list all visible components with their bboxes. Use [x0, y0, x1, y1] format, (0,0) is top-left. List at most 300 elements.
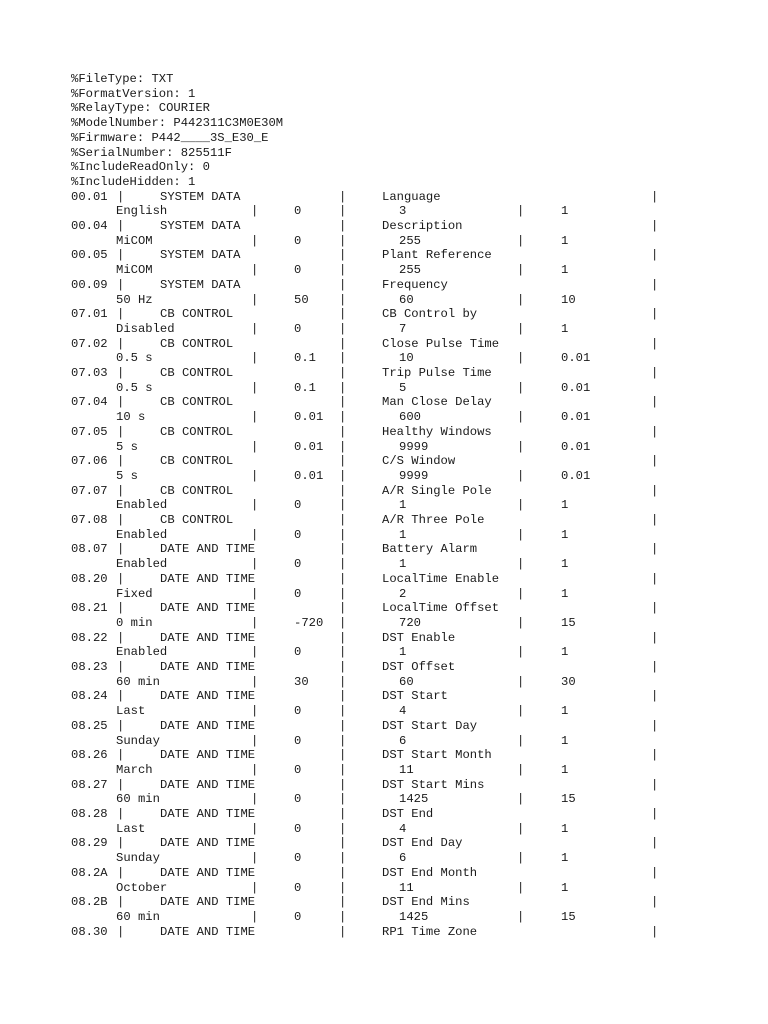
record-step: 1 — [561, 321, 569, 336]
column-separator: | — [339, 851, 347, 866]
record-line — [0, 778, 768, 793]
record-address: 08.28 — [71, 807, 108, 821]
record-max: 9999 — [399, 439, 429, 454]
column-separator: | — [651, 277, 659, 292]
record-value: 60 min — [116, 792, 160, 807]
header-line — [0, 72, 768, 87]
column-separator: | — [339, 380, 347, 395]
header-text: %FileType: TXT — [71, 72, 174, 86]
record-line — [0, 572, 768, 587]
record-value: October — [116, 880, 168, 895]
column-separator: | — [651, 307, 659, 322]
record-values-line — [0, 322, 768, 337]
record-address: 08.29 — [71, 836, 108, 851]
record-group: SYSTEM DATA — [160, 219, 241, 233]
record-max: 1 — [399, 645, 407, 660]
column-separator: | — [339, 645, 347, 660]
record-line — [0, 425, 768, 440]
column-separator: | — [339, 704, 347, 719]
column-separator: | — [339, 748, 347, 763]
column-separator: | — [339, 777, 347, 792]
record-min: 0 — [294, 586, 302, 601]
record-group: CB CONTROL — [160, 424, 234, 439]
column-separator: | — [651, 454, 659, 469]
column-separator: | — [251, 263, 259, 278]
record-value: 0.5 s — [116, 351, 153, 366]
record-group: DATE AND TIME — [160, 601, 256, 616]
column-separator: | — [339, 660, 347, 674]
record-values-line — [0, 410, 768, 425]
record-group: DATE AND TIME — [160, 895, 256, 910]
record-max: 10 — [399, 351, 414, 366]
record-address: 07.05 — [71, 424, 108, 439]
header-text: %ModelNumber: P442311C3M0E30M — [71, 116, 284, 131]
column-separator: | — [339, 571, 347, 586]
record-min: 0 — [294, 321, 302, 336]
record-value: 50 Hz — [116, 292, 153, 307]
column-separator: | — [251, 439, 259, 454]
record-group: DATE AND TIME — [160, 571, 256, 586]
record-label: RP1 Time Zone — [382, 924, 478, 939]
column-separator: | — [339, 248, 347, 263]
record-step: 15 — [561, 792, 576, 807]
column-separator: | — [339, 204, 347, 219]
record-line — [0, 366, 768, 381]
record-address: 07.02 — [71, 336, 108, 351]
record-max: 60 — [399, 674, 414, 689]
column-separator: | — [339, 880, 347, 895]
column-separator: | — [251, 792, 259, 807]
column-separator: | — [339, 439, 347, 454]
record-max: 255 — [399, 233, 421, 248]
record-label: A/R Three Pole — [382, 513, 485, 527]
header-text: %SerialNumber: 825511F — [71, 145, 232, 160]
record-group: SYSTEM DATA — [160, 189, 241, 204]
record-min: 0 — [294, 263, 302, 278]
record-min: 0 — [294, 498, 302, 513]
record-step: 15 — [561, 615, 576, 630]
record-step: 1 — [561, 762, 569, 777]
column-separator: | — [117, 777, 125, 792]
column-separator: | — [117, 513, 125, 527]
column-separator: | — [339, 263, 347, 278]
record-step: 1 — [561, 263, 569, 278]
column-separator: | — [651, 336, 659, 351]
column-separator: | — [651, 483, 659, 498]
column-separator: | — [651, 395, 659, 410]
column-separator: | — [517, 321, 525, 336]
record-value: MiCOM — [116, 233, 153, 248]
record-values-line — [0, 822, 768, 837]
column-separator: | — [117, 748, 125, 763]
record-max: 11 — [399, 762, 414, 777]
record-line — [0, 219, 768, 234]
record-line — [0, 807, 768, 822]
record-max: 2 — [399, 586, 407, 601]
column-separator: | — [117, 248, 125, 263]
record-min: 0 — [294, 733, 302, 748]
record-address: 08.20 — [71, 571, 108, 586]
column-separator: | — [517, 586, 525, 601]
column-separator: | — [251, 851, 259, 866]
record-address: 08.26 — [71, 748, 108, 763]
header-text: %RelayType: COURIER — [71, 101, 210, 116]
record-address: 07.03 — [71, 366, 108, 380]
record-values-line — [0, 381, 768, 396]
record-line — [0, 484, 768, 499]
column-separator: | — [251, 410, 259, 425]
column-separator: | — [339, 424, 347, 439]
header-text: %FormatVersion: 1 — [71, 86, 196, 101]
record-values-line — [0, 792, 768, 807]
record-step: 1 — [561, 557, 569, 572]
column-separator: | — [117, 807, 125, 821]
record-group: DATE AND TIME — [160, 748, 256, 763]
column-separator: | — [339, 498, 347, 513]
column-separator: | — [117, 865, 125, 880]
record-label: DST End Day — [382, 836, 463, 851]
record-address: 07.06 — [71, 454, 108, 469]
column-separator: | — [339, 527, 347, 542]
record-min: 0.1 — [294, 380, 316, 395]
header-line — [0, 131, 768, 146]
column-separator: | — [251, 704, 259, 719]
column-separator: | — [251, 762, 259, 777]
column-separator: | — [651, 424, 659, 439]
column-separator: | — [251, 321, 259, 336]
record-step: 30 — [561, 674, 576, 689]
record-min: 0.01 — [294, 410, 324, 425]
record-line — [0, 337, 768, 352]
record-label: CB Control by — [382, 307, 478, 322]
record-step: 1 — [561, 880, 569, 895]
record-max: 5 — [399, 380, 407, 395]
column-separator: | — [339, 792, 347, 807]
header-line — [0, 160, 768, 175]
column-separator: | — [517, 733, 525, 748]
record-min: 0 — [294, 762, 302, 777]
record-group: CB CONTROL — [160, 307, 234, 322]
column-separator: | — [517, 380, 525, 395]
record-group: CB CONTROL — [160, 454, 234, 469]
record-group: CB CONTROL — [160, 513, 234, 527]
record-values-line — [0, 557, 768, 572]
record-value: Sunday — [116, 733, 160, 748]
record-label: DST End — [382, 807, 434, 821]
record-group: DATE AND TIME — [160, 836, 256, 851]
column-separator: | — [117, 483, 125, 498]
record-step: 1 — [561, 733, 569, 748]
record-group: DATE AND TIME — [160, 924, 256, 939]
record-values-line — [0, 351, 768, 366]
header-text: %IncludeReadOnly: 0 — [71, 160, 210, 175]
column-separator: | — [339, 924, 347, 939]
record-label: Healthy Windows — [382, 424, 492, 439]
column-separator: | — [339, 733, 347, 748]
record-label: DST Start Day — [382, 718, 478, 733]
column-separator: | — [517, 351, 525, 366]
record-min: 0 — [294, 704, 302, 719]
column-separator: | — [651, 865, 659, 880]
record-max: 1 — [399, 557, 407, 572]
record-min: 0.01 — [294, 468, 324, 483]
column-separator: | — [251, 468, 259, 483]
record-address: 00.05 — [71, 248, 108, 263]
record-max: 1 — [399, 498, 407, 513]
column-separator: | — [651, 513, 659, 527]
record-max: 11 — [399, 880, 414, 895]
record-step: 10 — [561, 292, 576, 307]
record-min: 30 — [294, 674, 309, 689]
column-separator: | — [117, 689, 125, 704]
record-values-line — [0, 498, 768, 513]
record-min: 0 — [294, 909, 302, 924]
record-step: 1 — [561, 204, 569, 219]
record-min: 0.01 — [294, 439, 324, 454]
record-max: 720 — [399, 615, 421, 630]
record-group: DATE AND TIME — [160, 777, 256, 792]
record-address: 08.23 — [71, 660, 108, 674]
column-separator: | — [517, 557, 525, 572]
record-value: 5 s — [116, 468, 138, 483]
record-values-line — [0, 763, 768, 778]
record-values-line — [0, 645, 768, 660]
column-separator: | — [651, 248, 659, 263]
column-separator: | — [339, 718, 347, 733]
record-values-line — [0, 704, 768, 719]
column-separator: | — [251, 292, 259, 307]
column-separator: | — [339, 410, 347, 425]
column-separator: | — [251, 233, 259, 248]
record-group: DATE AND TIME — [160, 660, 256, 674]
column-separator: | — [339, 601, 347, 616]
record-value: English — [116, 204, 168, 219]
record-min: 0 — [294, 821, 302, 836]
column-separator: | — [117, 630, 125, 645]
record-max: 1425 — [399, 792, 429, 807]
column-separator: | — [651, 748, 659, 763]
record-group: DATE AND TIME — [160, 630, 256, 645]
column-separator: | — [339, 542, 347, 557]
column-separator: | — [339, 513, 347, 527]
header-line — [0, 87, 768, 102]
record-address: 08.30 — [71, 924, 108, 939]
record-values-line — [0, 204, 768, 219]
header-line — [0, 146, 768, 161]
column-separator: | — [339, 336, 347, 351]
record-min: 0 — [294, 233, 302, 248]
record-min: 0 — [294, 792, 302, 807]
record-value: Enabled — [116, 557, 168, 572]
record-group: DATE AND TIME — [160, 807, 256, 821]
column-separator: | — [339, 277, 347, 292]
record-value: March — [116, 762, 153, 777]
record-address: 00.09 — [71, 277, 108, 292]
record-line — [0, 719, 768, 734]
column-separator: | — [651, 660, 659, 674]
column-separator: | — [339, 366, 347, 380]
record-line — [0, 631, 768, 646]
record-line — [0, 895, 768, 910]
column-separator: | — [251, 498, 259, 513]
column-separator: | — [117, 660, 125, 674]
record-step: 0.01 — [561, 380, 591, 395]
record-line — [0, 866, 768, 881]
column-separator: | — [651, 689, 659, 704]
record-values-line — [0, 734, 768, 749]
column-separator: | — [651, 836, 659, 851]
column-separator: | — [117, 718, 125, 733]
column-separator: | — [339, 586, 347, 601]
record-line — [0, 925, 768, 940]
record-value: MiCOM — [116, 263, 153, 278]
record-max: 6 — [399, 733, 407, 748]
column-separator: | — [339, 351, 347, 366]
record-label: Trip Pulse Time — [382, 366, 492, 380]
record-label: DST Start Month — [382, 748, 492, 763]
column-separator: | — [339, 395, 347, 410]
column-separator: | — [651, 366, 659, 380]
record-address: 00.01 — [71, 189, 108, 204]
column-separator: | — [339, 292, 347, 307]
record-address: 08.25 — [71, 718, 108, 733]
record-value: 5 s — [116, 439, 138, 454]
record-address: 08.21 — [71, 601, 108, 616]
record-value: Last — [116, 821, 146, 836]
column-separator: | — [651, 219, 659, 233]
record-address: 07.01 — [71, 307, 108, 322]
record-value: 60 min — [116, 674, 160, 689]
column-separator: | — [117, 307, 125, 322]
record-group: CB CONTROL — [160, 336, 234, 351]
column-separator: | — [339, 454, 347, 469]
record-address: 08.27 — [71, 777, 108, 792]
column-separator: | — [117, 366, 125, 380]
column-separator: | — [517, 615, 525, 630]
record-values-line — [0, 440, 768, 455]
column-separator: | — [339, 689, 347, 704]
record-address: 08.07 — [71, 542, 108, 557]
record-max: 3 — [399, 204, 407, 219]
record-max: 60 — [399, 292, 414, 307]
column-separator: | — [339, 821, 347, 836]
column-separator: | — [251, 909, 259, 924]
column-separator: | — [517, 704, 525, 719]
record-value: Enabled — [116, 498, 168, 513]
record-group: DATE AND TIME — [160, 718, 256, 733]
column-separator: | — [517, 292, 525, 307]
column-separator: | — [339, 865, 347, 880]
column-separator: | — [117, 395, 125, 410]
record-step: 1 — [561, 821, 569, 836]
record-value: Disabled — [116, 321, 175, 336]
record-values-line — [0, 675, 768, 690]
column-separator: | — [517, 674, 525, 689]
record-min: 0 — [294, 527, 302, 542]
column-separator: | — [517, 410, 525, 425]
record-max: 1 — [399, 527, 407, 542]
column-separator: | — [339, 557, 347, 572]
column-separator: | — [117, 542, 125, 557]
record-group: CB CONTROL — [160, 366, 234, 380]
column-separator: | — [517, 204, 525, 219]
column-separator: | — [117, 424, 125, 439]
record-step: 0.01 — [561, 439, 591, 454]
record-max: 6 — [399, 851, 407, 866]
record-values-line — [0, 616, 768, 631]
column-separator: | — [339, 909, 347, 924]
record-address: 08.22 — [71, 630, 108, 645]
column-separator: | — [517, 439, 525, 454]
record-values-line — [0, 263, 768, 278]
record-group: CB CONTROL — [160, 395, 234, 410]
column-separator: | — [517, 527, 525, 542]
record-label: Man Close Delay — [382, 395, 492, 410]
record-group: CB CONTROL — [160, 483, 234, 498]
record-group: SYSTEM DATA — [160, 248, 241, 263]
record-line — [0, 689, 768, 704]
record-label: DST Offset — [382, 660, 456, 674]
record-min: 50 — [294, 292, 309, 307]
record-min: 0.1 — [294, 351, 316, 366]
record-step: 1 — [561, 851, 569, 866]
record-step: 0.01 — [561, 351, 591, 366]
column-separator: | — [651, 542, 659, 557]
record-address: 07.04 — [71, 395, 108, 410]
record-group: SYSTEM DATA — [160, 277, 241, 292]
record-address: 08.24 — [71, 689, 108, 704]
record-label: C/S Window — [382, 454, 456, 469]
column-separator: | — [251, 204, 259, 219]
column-separator: | — [251, 733, 259, 748]
column-separator: | — [651, 895, 659, 910]
record-label: Battery Alarm — [382, 542, 478, 557]
column-separator: | — [651, 718, 659, 733]
column-separator: | — [651, 924, 659, 939]
column-separator: | — [251, 821, 259, 836]
record-address: 08.2A — [71, 865, 108, 880]
record-step: 1 — [561, 645, 569, 660]
record-values-line — [0, 469, 768, 484]
record-address: 00.04 — [71, 219, 108, 233]
column-separator: | — [339, 468, 347, 483]
column-separator: | — [517, 792, 525, 807]
record-max: 600 — [399, 410, 421, 425]
column-separator: | — [517, 909, 525, 924]
record-line — [0, 542, 768, 557]
record-label: Close Pulse Time — [382, 336, 500, 351]
record-step: 1 — [561, 498, 569, 513]
record-label: DST Start Mins — [382, 777, 485, 792]
column-separator: | — [651, 601, 659, 616]
column-separator: | — [117, 571, 125, 586]
record-values-line — [0, 587, 768, 602]
column-separator: | — [651, 807, 659, 821]
record-values-line — [0, 851, 768, 866]
column-separator: | — [339, 630, 347, 645]
record-min: -720 — [294, 615, 324, 630]
column-separator: | — [517, 468, 525, 483]
column-separator: | — [517, 851, 525, 866]
column-separator: | — [339, 836, 347, 851]
column-separator: | — [251, 557, 259, 572]
record-value: Enabled — [116, 527, 168, 542]
record-values-line — [0, 881, 768, 896]
column-separator: | — [117, 836, 125, 851]
record-min: 0 — [294, 880, 302, 895]
header-line — [0, 101, 768, 116]
column-separator: | — [339, 219, 347, 233]
